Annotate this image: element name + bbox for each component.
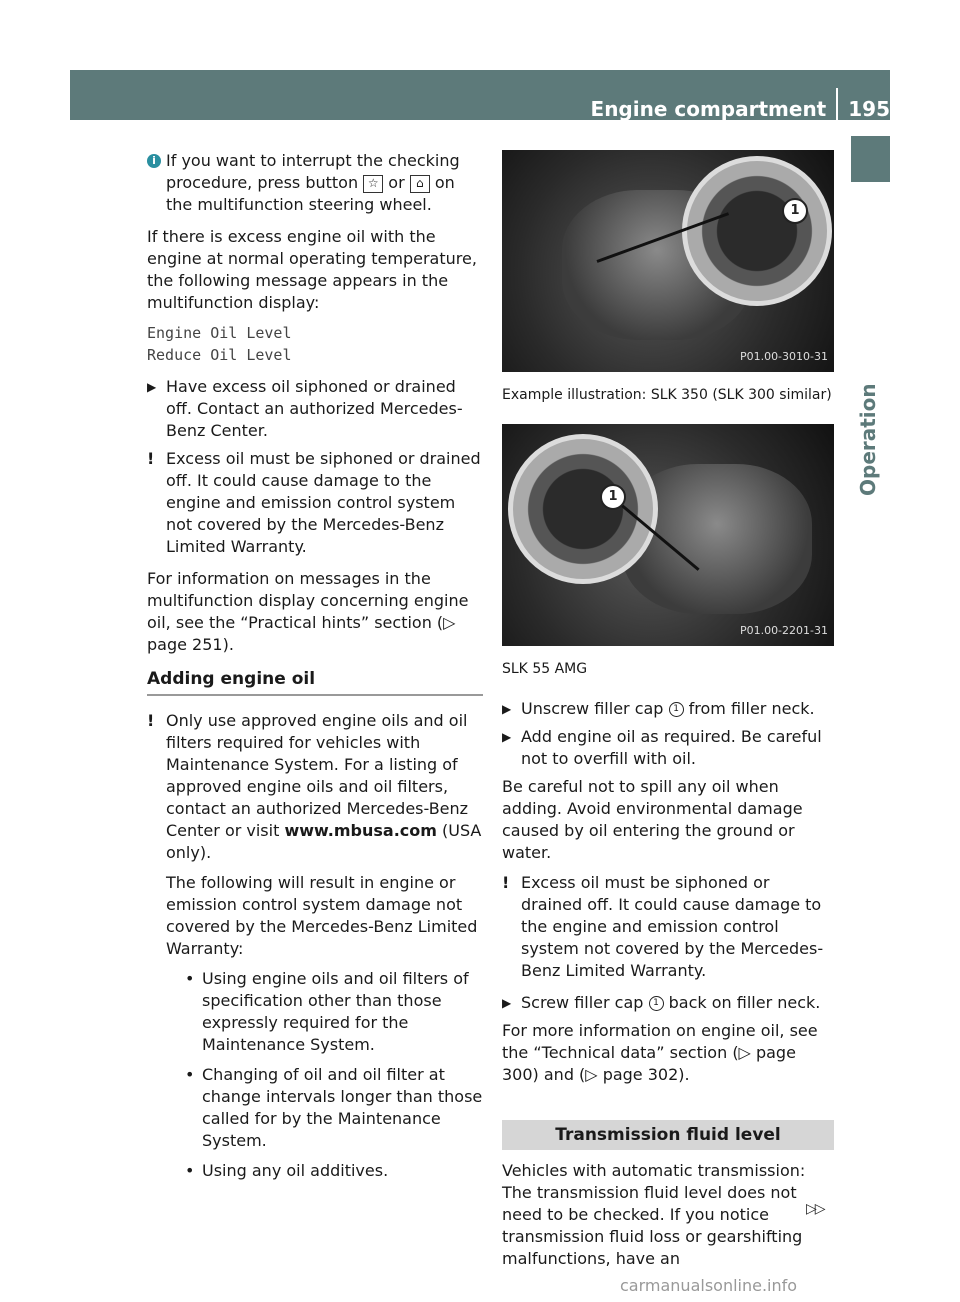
warning-text: Only use approved engine oils and oil filters required for vehicles with Maintenance System. For a listing of approved engine oils and oil filters, contact an authorized Mercedes-Benz Center or visit (166, 711, 469, 840)
step-text: Screw filler cap (521, 993, 644, 1012)
caption-2: SLK 55 AMG (502, 661, 588, 677)
warning-note-3 (502, 872, 834, 982)
callout-1: 1 (782, 198, 808, 224)
transmission-heading: Transmission fluid level (502, 1120, 834, 1150)
list-item (166, 968, 483, 1056)
warning-icon: ! (502, 873, 510, 892)
step-add-oil (502, 726, 834, 770)
step-arrow-icon: ▶ (502, 702, 512, 716)
step-text-after: back on filler neck. (668, 993, 821, 1012)
engine-photo-slk350 (502, 150, 834, 372)
step-text: Add engine oil as required. Be careful not to overfill with oil. (521, 727, 822, 768)
step-arrow-icon: ▶ (502, 730, 512, 744)
callout-ref-1: 1 (669, 702, 684, 717)
footer-watermark: carmanualsonline.info (620, 1276, 798, 1295)
page-header (591, 88, 890, 120)
info-note-text-2: or (388, 173, 405, 192)
callout-1: 1 (600, 484, 626, 510)
step-arrow-icon: ▶ (502, 996, 512, 1010)
page-number: 195 (848, 97, 890, 121)
bullet-icon: • (185, 969, 195, 988)
back-key-icon: ⌂ (410, 175, 430, 193)
info-icon: i (147, 154, 161, 168)
caption-1: Example illustration: SLK 350 (SLK 300 similar) (502, 387, 832, 403)
section-heading: Adding engine oil (147, 668, 483, 696)
continue-icon: ▷▷ (806, 1201, 824, 1217)
step-text: Have excess oil siphoned or drained off. Contact an authorized Mercedes-Benz Center. (166, 377, 463, 440)
list-item (166, 1064, 483, 1152)
warning-text-after: (USA only). (166, 821, 482, 862)
warning-text: Excess oil must be siphoned or drained off. It could cause damage to the engine and emission control system not covered by the Mercedes-Benz Limited Warranty. (521, 873, 824, 980)
photo-code: P01.00-3010-31 (739, 350, 828, 363)
list-item-text: Using engine oils and oil filters of specification other than those expressly required for the Maintenance System. (202, 969, 469, 1054)
info-note (147, 150, 483, 216)
step-siphon (147, 376, 483, 442)
right-column (502, 150, 834, 1278)
list-item (166, 1160, 483, 1182)
step-text-after: from filler neck. (688, 699, 815, 718)
list-item-text: Changing of oil and oil filter at change intervals longer than those called for by the Maintenance System. (202, 1065, 483, 1150)
left-column (147, 150, 483, 1192)
side-tab (851, 196, 890, 496)
transmission-text: Vehicles with automatic transmission: The transmission fluid level does not need to be checked. If you notice transmission fluid loss or gearshifting malfunctions, have an (502, 1161, 806, 1268)
step-arrow-icon: ▶ (147, 380, 157, 394)
bullet-icon: • (185, 1065, 195, 1084)
warning-note-2 (147, 710, 483, 1182)
callout-ref-1: 1 (649, 996, 664, 1011)
info-note-text-1: If you want to interrupt the checking procedure, press button (166, 151, 460, 192)
mbusa-link: www.mbusa.com (284, 821, 437, 840)
display-line-1: Engine Oil Level (147, 324, 292, 342)
warning-note-1 (147, 448, 483, 558)
info-note-text-3: on the multifunction steering wheel. (166, 173, 455, 214)
photo-code: P01.00-2201-31 (739, 624, 828, 637)
excess-intro: If there is excess engine oil with the engine at normal operating temperature, the following message appears in the multifunction display: (147, 227, 477, 312)
filler-cap-zoom (508, 434, 658, 584)
info-messages: For information on messages in the multifunction display concerning engine oil, see the “Practical hints” section (▷ page 251). (147, 569, 469, 654)
warning-text: Excess oil must be siphoned or drained off. It could cause damage to the engine and emission control system not covered by the Mercedes-Benz Limited Warranty. (166, 449, 481, 556)
side-tab-label: Operation (856, 383, 880, 496)
star-key-icon: ☆ (363, 175, 383, 193)
filler-cap-zoom (682, 156, 832, 306)
more-info: For more information on engine oil, see the “Technical data” section (▷ page 300) and (▷ page 302). (502, 1021, 818, 1084)
bullet-icon: • (185, 1161, 195, 1180)
step-unscrew (502, 698, 834, 720)
header-title: Engine compartment (590, 97, 827, 121)
side-marker (851, 136, 890, 182)
step-text: Unscrew filler cap (521, 699, 664, 718)
careful-text: Be careful not to spill any oil when adding. Avoid environmental damage caused by oil entering the ground or water. (502, 777, 803, 862)
warning-icon: ! (147, 711, 155, 730)
step-screw-cap (502, 992, 834, 1014)
warning-icon: ! (147, 449, 155, 468)
engine-photo-slk55 (502, 424, 834, 646)
warning-paragraph-2: The following will result in engine or emission control system damage not covered by the Mercedes-Benz Limited Warranty: (166, 873, 478, 958)
list-item-text: Using any oil additives. (202, 1161, 389, 1180)
display-line-2: Reduce Oil Level (147, 346, 292, 364)
